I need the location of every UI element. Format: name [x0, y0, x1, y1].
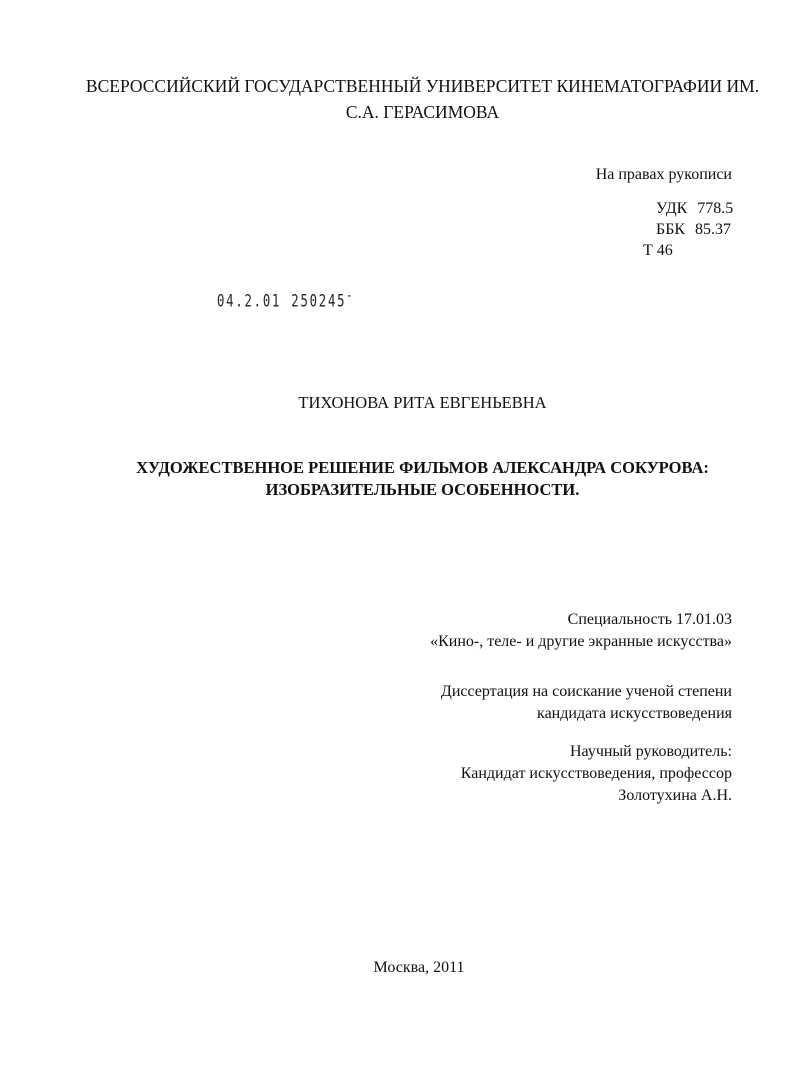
degree-line-2: кандидата искусствоведения [537, 705, 732, 722]
stamp-part-1: 04.2.01 [217, 291, 282, 312]
stamp-part-2: 250245 [291, 291, 347, 312]
udk-row [643, 198, 733, 219]
bbk-row [643, 219, 733, 240]
title-line-2: ИЗОБРАЗИТЕЛЬНЫЕ ОСОБЕННОСТИ. [265, 480, 580, 499]
degree-line-1: Диссертация на соискание ученой степени [440, 683, 732, 700]
supervisor-heading: Научный руководитель: [569, 743, 732, 760]
city-year: Москва, 2011 [373, 959, 465, 976]
supervisor-block [461, 741, 732, 807]
stamp-mark: - [346, 288, 355, 304]
manuscript-note: На правах рукописи [595, 166, 732, 183]
degree-block [441, 681, 732, 725]
bbk-label: ББК [656, 221, 686, 238]
author-name: ТИХОНОВА РИТА ЕВГЕНЬЕВНА [298, 393, 547, 412]
registration-stamp [217, 288, 354, 312]
supervisor-title: Кандидат искусствоведения, профессор [460, 765, 732, 782]
udk-value: 778.5 [697, 200, 734, 217]
dissertation-title [0, 457, 793, 501]
author-mark: Т 46 [643, 242, 673, 259]
university-name [0, 73, 793, 125]
bbk-value: 85.37 [695, 221, 732, 238]
specialty-code: Специальность 17.01.03 [567, 611, 732, 628]
university-line-2: С.А. ГЕРАСИМОВА [345, 102, 500, 122]
specialty-block [430, 609, 732, 653]
specialty-name: «Кино-, теле- и другие экранные искусства» [430, 633, 732, 650]
title-line-1: ХУДОЖЕСТВЕННОЕ РЕШЕНИЕ ФИЛЬМОВ АЛЕКСАНДРА СОКУРОВА: [136, 458, 709, 477]
university-line-1: ВСЕРОССИЙСКИЙ ГОСУДАРСТВЕННЫЙ УНИВЕРСИТЕТ КИНЕМАТОГРАФИИ ИМ. [85, 76, 760, 96]
classification-codes [643, 198, 733, 261]
udk-label: УДК [656, 200, 688, 217]
supervisor-name: Золотухина А.Н. [618, 787, 732, 804]
author-mark-row [643, 240, 733, 261]
